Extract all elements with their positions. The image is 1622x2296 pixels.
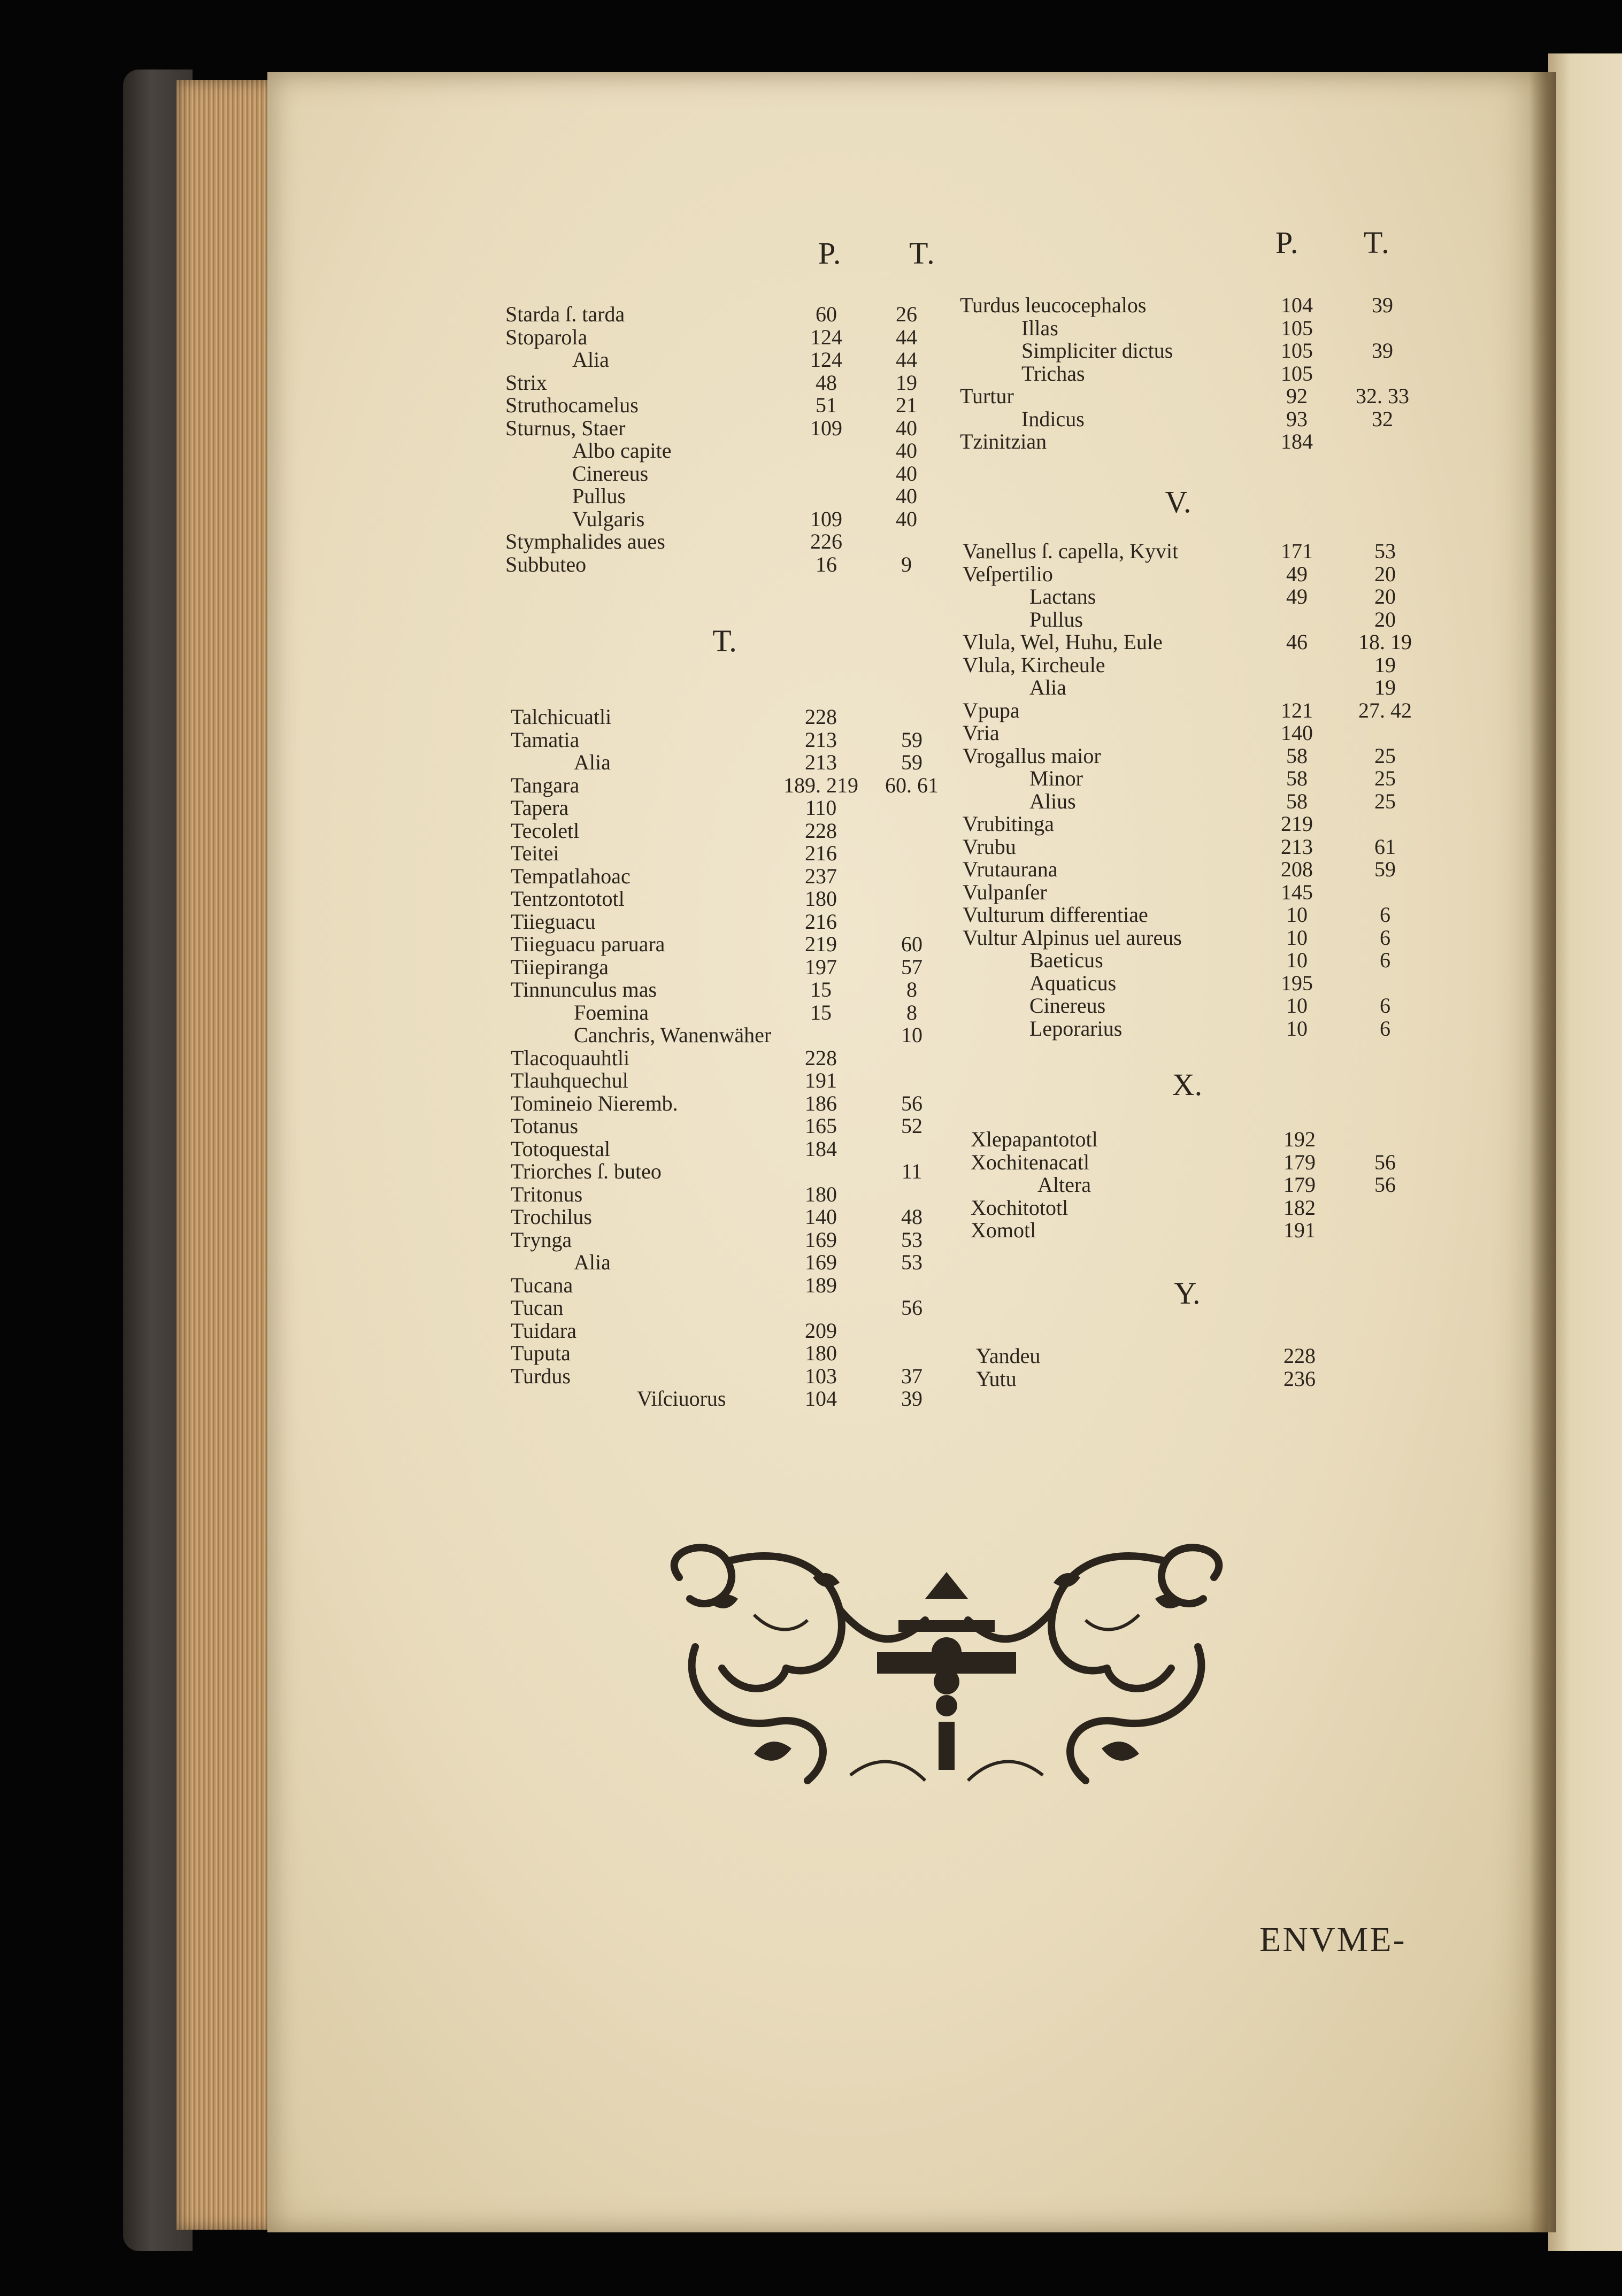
entry-page: 92: [1286, 384, 1308, 408]
entry-page: 180: [805, 1182, 837, 1206]
entry-page: 105: [1281, 338, 1313, 363]
entry-name: Vulturum differentiae: [963, 903, 1148, 927]
entry-page: 121: [1281, 698, 1313, 722]
index-entry: [511, 1138, 944, 1161]
entry-name: Vrubu: [963, 834, 1016, 859]
entry-table: 57: [901, 954, 923, 979]
entry-name: Cinereus: [572, 461, 649, 486]
section-letter-t: T.: [712, 623, 737, 658]
entry-page: 236: [1283, 1366, 1316, 1391]
entry-page: 213: [1281, 834, 1313, 859]
entry-page: 105: [1281, 315, 1313, 340]
entry-name: Foemina: [574, 1000, 649, 1024]
page-edges: [176, 80, 278, 2230]
index-entry: [963, 608, 1409, 631]
left-header-p: P.: [818, 236, 842, 271]
entry-table: 10: [901, 1023, 923, 1047]
index-entry: [511, 911, 944, 934]
entry-name: Cinereus: [1029, 993, 1106, 1018]
entry-name: Struthocamelus: [505, 393, 639, 417]
index-entry: [963, 745, 1409, 768]
index-entry: [960, 294, 1409, 317]
entry-page: 48: [816, 370, 837, 395]
index-entry: [511, 1001, 944, 1024]
entry-name: Xochitenacatl: [971, 1150, 1090, 1174]
entry-name: Baeticus: [1029, 948, 1103, 972]
entry-page: 226: [810, 529, 842, 553]
index-entry: [505, 303, 944, 326]
index-entry: [960, 363, 1409, 386]
entry-page: 51: [816, 393, 837, 417]
entry-name: Stymphalides aues: [505, 529, 665, 553]
entry-table: 9: [901, 552, 912, 576]
entry-table: 52: [901, 1114, 923, 1138]
index-entry: [505, 530, 944, 553]
entry-name: Tiieguacu paruara: [511, 932, 665, 956]
entry-name: Yandeu: [976, 1344, 1041, 1368]
entry-table: 6: [1380, 948, 1390, 972]
index-entry: [960, 385, 1409, 408]
entry-name: Xochitototl: [971, 1195, 1068, 1220]
entry-name: Leporarius: [1029, 1016, 1123, 1041]
entry-table: 40: [896, 506, 917, 531]
entry-page: 16: [816, 552, 837, 576]
entry-name: Canchris, Wanenwäher: [574, 1023, 772, 1047]
entry-name: Totoquestal: [511, 1136, 611, 1161]
entry-page: 46: [1286, 630, 1308, 654]
entry-table: 56: [1374, 1150, 1396, 1174]
entry-table: 40: [896, 461, 917, 486]
entry-table: 37: [901, 1363, 923, 1388]
index-entry: [505, 485, 944, 508]
entry-page: 186: [805, 1091, 837, 1115]
right-index-group-y: [976, 1345, 1409, 1390]
index-entry: [960, 317, 1409, 340]
entry-name: Minor: [1029, 766, 1083, 790]
entry-name: Aquaticus: [1029, 970, 1117, 995]
index-entry: [511, 1183, 944, 1206]
entry-table: 60. 61: [885, 773, 939, 797]
entry-page: 216: [805, 841, 837, 865]
index-entry: [511, 1115, 944, 1138]
entry-table: 44: [896, 325, 917, 349]
entry-name: Vrogallus maior: [963, 743, 1101, 768]
entry-name: Lactans: [1029, 584, 1096, 608]
entry-page: 180: [805, 887, 837, 911]
section-letter-v: V.: [1165, 484, 1191, 519]
entry-page: 171: [1281, 539, 1313, 563]
entry-name: Trynga: [511, 1227, 572, 1252]
entry-page: 109: [810, 506, 842, 531]
entry-name: Tlacoquauhtli: [511, 1045, 630, 1070]
index-entry: [511, 1297, 944, 1320]
entry-name: Sturnus, Staer: [505, 415, 626, 440]
left-index-group-t: [511, 706, 944, 1411]
entry-page: 10: [1286, 925, 1308, 950]
entry-page: 10: [1286, 903, 1308, 927]
section-letter-y: Y.: [1174, 1276, 1201, 1311]
entry-name: Turdus: [511, 1363, 571, 1388]
index-entry: [976, 1368, 1409, 1391]
entry-name: Alia: [1029, 675, 1066, 699]
index-entry: [511, 1092, 944, 1115]
entry-name: Vria: [963, 721, 1000, 745]
entry-table: 8: [906, 977, 917, 1001]
index-entry: [971, 1128, 1409, 1151]
entry-page: 209: [805, 1318, 837, 1343]
entry-table: 59: [901, 750, 923, 774]
entry-table: 6: [1380, 1016, 1390, 1041]
index-entry: [963, 676, 1409, 699]
index-entry: [971, 1197, 1409, 1220]
entry-page: 189. 219: [783, 773, 858, 797]
entry-name: Starda ſ. tarda: [505, 302, 625, 326]
entry-page: 15: [810, 977, 832, 1001]
entry-name: Vultur Alpinus uel aureus: [963, 925, 1182, 950]
entry-name: Trochilus: [511, 1205, 592, 1229]
index-entry: [963, 767, 1409, 790]
entry-name: Altera: [1037, 1173, 1091, 1197]
entry-page: 10: [1286, 948, 1308, 972]
entry-name: Illas: [1021, 315, 1058, 340]
entry-name: Tiieguacu: [511, 909, 596, 934]
right-index-group-t: [960, 294, 1409, 453]
index-entry: [511, 1320, 944, 1343]
index-entry: [511, 820, 944, 843]
entry-table: 53: [901, 1250, 923, 1274]
entry-page: 58: [1286, 743, 1308, 768]
entry-name: Triorches ſ. buteo: [511, 1159, 662, 1183]
index-entry: [963, 585, 1409, 608]
entry-table: 25: [1374, 766, 1396, 790]
index-entry: [511, 729, 944, 752]
entry-page: 228: [805, 1045, 837, 1070]
left-index-group-s: [505, 303, 944, 576]
entry-name: Vrutaurana: [963, 857, 1058, 881]
index-entry: [971, 1174, 1409, 1197]
index-entry: [505, 326, 944, 349]
entry-page: 182: [1283, 1195, 1316, 1220]
right-header-t: T.: [1364, 225, 1390, 260]
index-entry: [971, 1151, 1409, 1174]
entry-name: Vrubitinga: [963, 812, 1054, 836]
entry-name: Strix: [505, 370, 547, 395]
entry-name: Indicus: [1021, 406, 1085, 431]
entry-page: 169: [805, 1250, 837, 1274]
entry-table: 56: [1374, 1173, 1396, 1197]
index-entry: [505, 349, 944, 372]
entry-name: Tucana: [511, 1273, 573, 1297]
entry-page: 10: [1286, 1016, 1308, 1041]
entry-name: Turtur: [960, 384, 1014, 408]
entry-name: Tuputa: [511, 1341, 571, 1365]
entry-name: Tuidara: [511, 1318, 576, 1343]
entry-table: 6: [1380, 993, 1390, 1018]
entry-name: Totanus: [511, 1114, 579, 1138]
entry-page: 60: [816, 302, 837, 326]
left-header-t: T.: [909, 236, 936, 271]
index-entry: [511, 1365, 944, 1388]
index-entry: [963, 858, 1409, 881]
index-entry: [963, 790, 1409, 813]
index-entry: [960, 430, 1409, 453]
entry-name: Tzinitzian: [960, 429, 1047, 453]
index-entry: [505, 463, 944, 486]
woodcut-ornament: [647, 1529, 1246, 1807]
index-entry: [963, 972, 1409, 995]
entry-table: 56: [901, 1296, 923, 1320]
index-entry: [976, 1345, 1409, 1368]
entry-page: 237: [805, 864, 837, 888]
index-entry: [511, 1024, 944, 1047]
entry-page: 197: [805, 954, 837, 979]
entry-page: 216: [805, 909, 837, 934]
index-entry: [971, 1219, 1409, 1242]
index-entry: [963, 836, 1409, 859]
entry-name: Tecoletl: [511, 818, 580, 843]
index-entry: [963, 563, 1409, 586]
index-entry: [511, 1206, 944, 1229]
entry-table: 44: [896, 348, 917, 372]
entry-name: Tucan: [511, 1296, 564, 1320]
entry-name: Simpliciter dictus: [1021, 338, 1173, 363]
entry-page: 58: [1286, 766, 1308, 790]
entry-name: Pullus: [572, 484, 626, 508]
index-entry: [505, 440, 944, 463]
entry-page: 179: [1283, 1150, 1316, 1174]
section-letter-x: X.: [1172, 1067, 1203, 1102]
entry-name: Tamatia: [511, 727, 580, 752]
index-entry: [963, 722, 1409, 745]
entry-page: 179: [1283, 1173, 1316, 1197]
entry-table: 39: [1372, 293, 1393, 317]
entry-table: 53: [901, 1227, 923, 1252]
index-entry: [511, 706, 944, 729]
index-entry: [505, 394, 944, 417]
index-entry: [511, 1274, 944, 1297]
entry-table: 19: [1374, 652, 1396, 677]
entry-table: 61: [1374, 834, 1396, 859]
index-entry: [963, 698, 1412, 722]
entry-page: 228: [1283, 1344, 1316, 1368]
entry-page: 228: [805, 705, 837, 729]
entry-page: 191: [805, 1068, 837, 1092]
entry-table: 25: [1374, 743, 1396, 768]
entry-table: 56: [901, 1091, 923, 1115]
entry-name: Tlauhquechul: [511, 1068, 628, 1092]
entry-table: 6: [1380, 903, 1390, 927]
entry-name: Talchicuatli: [511, 705, 612, 729]
entry-table: 21: [896, 393, 917, 417]
entry-page: 189: [805, 1273, 837, 1297]
index-entry: [511, 1229, 944, 1252]
index-entry: [511, 774, 944, 797]
entry-page: 169: [805, 1227, 837, 1252]
entry-page: 184: [1281, 429, 1313, 453]
entry-page: 58: [1286, 789, 1308, 813]
index-entry: [963, 881, 1409, 904]
entry-table: 19: [896, 370, 917, 395]
entry-page: 165: [805, 1114, 837, 1138]
index-entry: [511, 1251, 944, 1274]
entry-name: Vanellus ſ. capella, Kyvit: [963, 539, 1179, 563]
entry-table: 6: [1380, 925, 1390, 950]
entry-name: Xlepapantototl: [971, 1127, 1098, 1151]
entry-table: 11: [901, 1159, 923, 1183]
index-entry: [963, 813, 1409, 836]
entry-table: 60: [901, 932, 923, 956]
entry-name: Turdus leucocephalos: [960, 293, 1147, 317]
entry-page: 103: [805, 1363, 837, 1388]
entry-name: Alia: [574, 750, 611, 774]
entry-page: 213: [805, 727, 837, 752]
index-entry: [963, 630, 1412, 654]
entry-name: Alia: [574, 1250, 611, 1274]
entry-page: 184: [805, 1136, 837, 1161]
entry-page: 105: [1281, 361, 1313, 386]
entry-name: Vlula, Wel, Huhu, Eule: [963, 630, 1163, 654]
entry-table: 39: [901, 1386, 923, 1411]
right-index-group-v: [963, 539, 1412, 1041]
entry-name: Subbuteo: [505, 552, 587, 576]
entry-table: 19: [1374, 675, 1396, 699]
right-index-group-x: [971, 1128, 1409, 1242]
entry-page: 219: [1281, 812, 1313, 836]
entry-table: 59: [901, 727, 923, 752]
entry-page: 213: [805, 750, 837, 774]
entry-name: Pullus: [1029, 607, 1083, 631]
entry-name: Alius: [1029, 789, 1076, 813]
entry-table: 25: [1374, 789, 1396, 813]
entry-name: Vulgaris: [572, 506, 645, 531]
entry-page: 109: [810, 415, 842, 440]
entry-page: 10: [1286, 993, 1308, 1018]
entry-page: 180: [805, 1341, 837, 1365]
index-entry: [511, 751, 944, 774]
entry-name: Tiiepiranga: [511, 954, 609, 979]
entry-name: Tritonus: [511, 1182, 583, 1206]
entry-table: 39: [1372, 338, 1393, 363]
entry-table: 48: [901, 1205, 923, 1229]
entry-name: Teitei: [511, 841, 559, 865]
index-entry: [511, 1160, 944, 1183]
entry-page: 124: [810, 348, 842, 372]
entry-page: 104: [1281, 293, 1313, 317]
index-entry: [963, 927, 1409, 950]
index-entry: [960, 408, 1409, 431]
entry-name: Tentzontototl: [511, 887, 625, 911]
index-entry: [511, 956, 944, 979]
entry-table: 40: [896, 438, 917, 463]
entry-name: Xomotl: [971, 1218, 1036, 1242]
index-entry: [963, 904, 1409, 927]
index-entry: [963, 1018, 1409, 1041]
facing-page-edge: [1548, 53, 1622, 2251]
entry-page: 104: [805, 1386, 837, 1411]
entry-table: 32: [1372, 406, 1393, 431]
index-entry: [505, 553, 944, 576]
index-entry: [511, 865, 944, 888]
entry-table: 8: [906, 1000, 917, 1024]
entry-name: Vulpanſer: [963, 880, 1047, 904]
entry-page: 93: [1286, 406, 1308, 431]
entry-name: Veſpertilio: [963, 561, 1053, 586]
entry-name: Alia: [572, 348, 609, 372]
entry-table: 32. 33: [1356, 384, 1409, 408]
entry-page: 15: [810, 1000, 832, 1024]
entry-table: 53: [1374, 539, 1396, 563]
page-gutter: [1529, 72, 1556, 2232]
index-entry: [505, 372, 944, 395]
catchword: ENVME-: [1259, 1920, 1406, 1959]
index-entry: [511, 933, 944, 956]
entry-table: 40: [896, 415, 917, 440]
entry-page: 140: [805, 1205, 837, 1229]
index-entry: [511, 888, 944, 911]
index-entry: [511, 1342, 944, 1365]
index-entry: [511, 842, 944, 865]
entry-page: 145: [1281, 880, 1313, 904]
index-entry: [963, 654, 1409, 677]
entry-name: Vlula, Kircheule: [963, 652, 1105, 677]
entry-table: 59: [1374, 857, 1396, 881]
entry-page: 110: [805, 796, 837, 820]
entry-page: 192: [1283, 1127, 1316, 1151]
index-entry: [511, 1388, 944, 1411]
index-entry: [505, 508, 944, 531]
entry-table: 20: [1374, 584, 1396, 608]
entry-name: Viſciuorus: [637, 1386, 726, 1411]
entry-page: 208: [1281, 857, 1313, 881]
index-entry: [511, 1069, 944, 1092]
entry-table: 27. 42: [1358, 698, 1412, 722]
entry-page: 191: [1283, 1218, 1316, 1242]
entry-name: Tomineio Nieremb.: [511, 1091, 678, 1115]
index-entry: [505, 417, 944, 440]
entry-name: Vpupa: [963, 698, 1020, 722]
entry-page: 228: [805, 818, 837, 843]
entry-table: 18. 19: [1358, 630, 1412, 654]
index-entry: [511, 797, 944, 820]
entry-name: Tangara: [511, 773, 580, 797]
entry-page: 140: [1281, 721, 1313, 745]
entry-name: Tapera: [511, 796, 569, 820]
entry-name: Stoparola: [505, 325, 588, 349]
entry-table: 20: [1374, 561, 1396, 586]
index-entry: [963, 949, 1409, 972]
entry-page: 219: [805, 932, 837, 956]
entry-name: Albo capite: [572, 438, 672, 463]
entry-name: Tinnunculus mas: [511, 977, 657, 1001]
index-entry: [963, 540, 1409, 563]
index-entry: [963, 995, 1409, 1018]
index-entry: [511, 1047, 944, 1070]
entry-name: Tempatlahoac: [511, 864, 631, 888]
entry-table: 20: [1374, 607, 1396, 631]
entry-table: 40: [896, 484, 917, 508]
entry-table: 26: [896, 302, 917, 326]
entry-page: 124: [810, 325, 842, 349]
entry-name: Trichas: [1021, 361, 1085, 386]
entry-page: 49: [1286, 561, 1308, 586]
index-entry: [960, 340, 1409, 363]
entry-page: 49: [1286, 584, 1308, 608]
entry-page: 195: [1281, 970, 1313, 995]
index-entry: [511, 979, 944, 1001]
entry-name: Yutu: [976, 1366, 1017, 1391]
right-header-p: P.: [1275, 225, 1300, 260]
